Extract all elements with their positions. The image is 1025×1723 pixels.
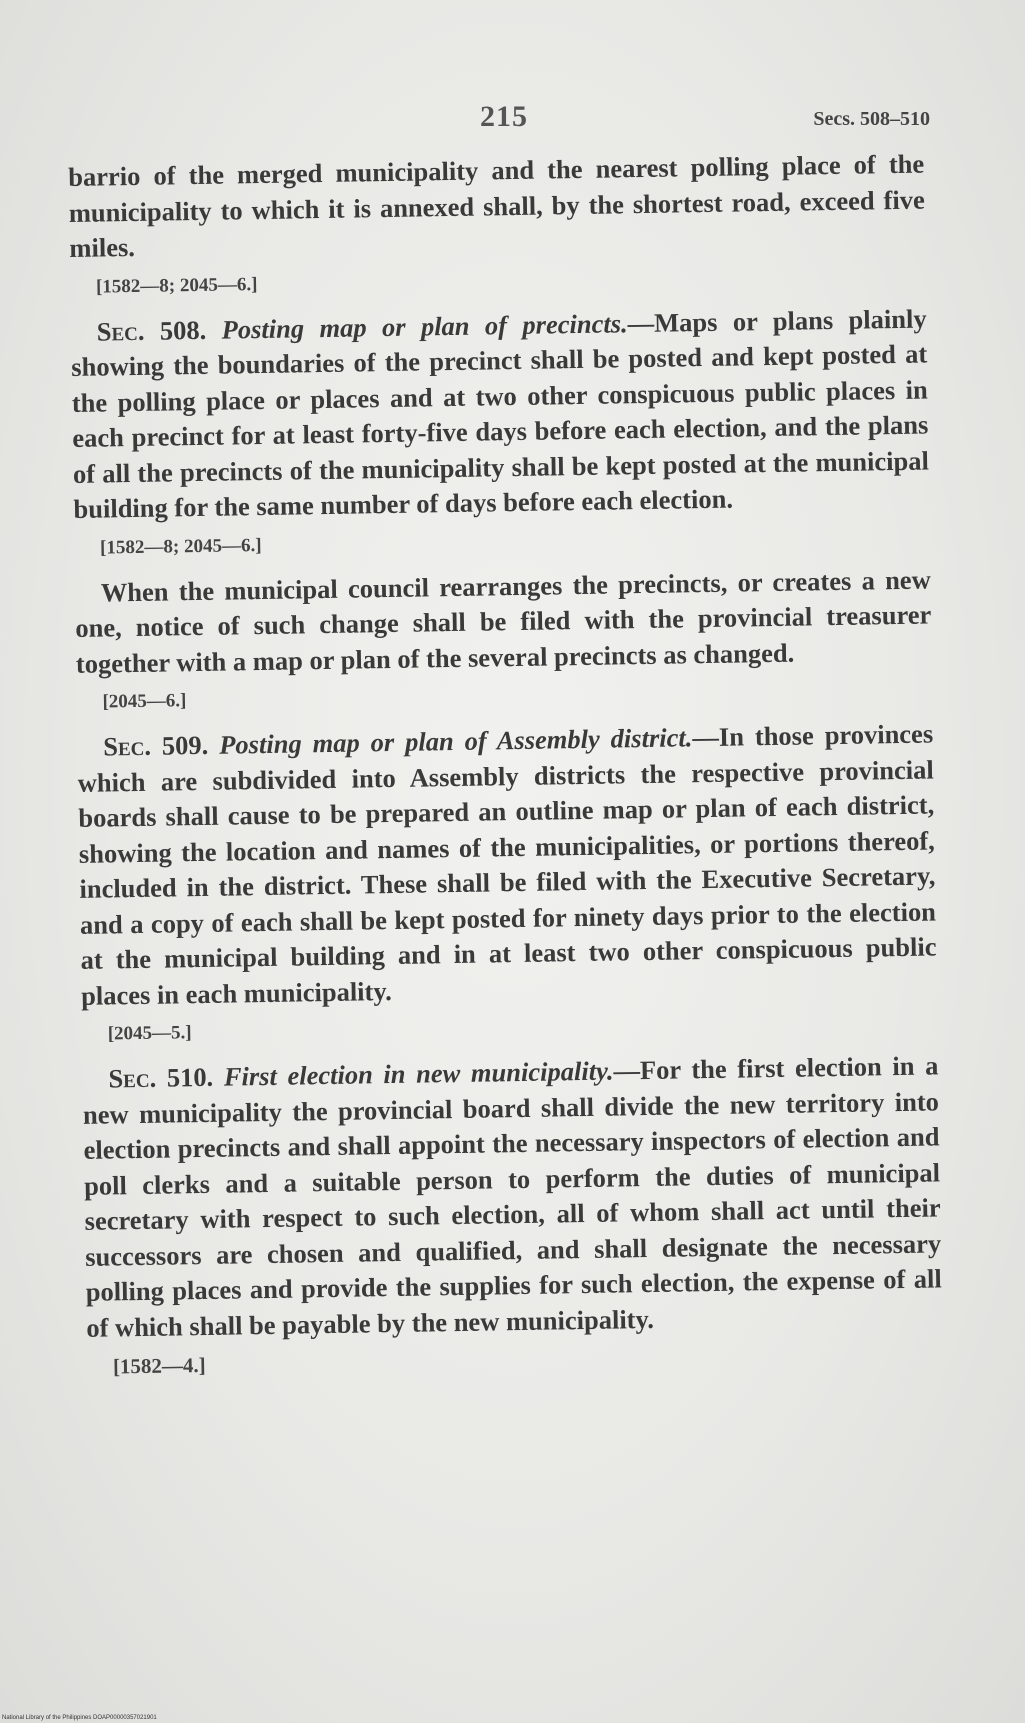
section-510-text: —For the first election in a new municipality the provincial board shall divide the new territory into election precincts and shall appoint the necessary inspectors of election and poll clerks and a suitable person to perform the duties of municipal secretary with respect to such election, all of whom shall act until their successors are chosen and qualified, and shall designate the necessary polling places and provide the supplies for such election, the expense of all of which shall be payable by the new municipality.	[82, 1050, 942, 1343]
page-number: 215	[480, 100, 528, 133]
section-508-text-2: When the municipal council rearranges the precincts, or creates a new one, notice of such change shall be filed with the provincial treasurer together with a map or plan of the several precincts as changed.	[75, 564, 932, 679]
section-range: Secs. 508–510	[813, 108, 930, 130]
section-508-label: Sec. 508.	[96, 314, 207, 347]
section-509-text: —In those provinces which are subdivided into Assembly districts the respective provincial boards shall cause to be prepared an outline map or plan of each district, showing the location and names of the municipalities, or portions thereof, included in the district. These shall be filed with the Executive Secretary, and a copy of each shall be kept posted for ninety days prior to the election at the municipal building and in at least two other conspicuous public places in each municipality.	[77, 718, 937, 1011]
section-509-label: Sec. 509.	[102, 729, 209, 762]
body-text	[68, 147, 943, 1394]
section-508-citation-2: [2045—6.]	[102, 690, 187, 713]
section-509-paragraph	[77, 716, 937, 1013]
section-510-title: First election in new municipality.	[223, 1055, 614, 1092]
section-508-paragraph-2	[75, 562, 933, 682]
section-510-citation: [1582—4.]	[112, 1352, 206, 1379]
section-508-paragraph	[70, 301, 929, 527]
section-508-title: Posting map or plan of precincts.	[221, 307, 628, 345]
intro-citation: [1582—8; 2045—6.]	[95, 273, 258, 298]
section-510-label: Sec. 510.	[108, 1061, 214, 1094]
intro-paragraph	[68, 147, 926, 267]
intro-text: barrio of the merged municipality and the nearest polling place of the municipality to which it is annexed shall, by the shortest road, exceed five miles.	[68, 148, 925, 263]
section-509-title: Posting map or plan of Assembly district.	[218, 722, 693, 760]
section-508-citation: [1582—8; 2045—6.]	[99, 534, 262, 559]
section-510-paragraph	[82, 1048, 942, 1345]
footer-credit: National Library of the Philippines DOAP00000357021901	[2, 1715, 157, 1721]
section-509-citation: [2045—5.]	[107, 1022, 192, 1045]
running-head	[70, 100, 930, 140]
section-508-text: —Maps or plans plainly showing the boundaries of the precinct shall be posted and kept posted at the polling place or places and at two other conspicuous public places in each precinct for at least forty-five days before each election, and the plans of all the precincts of the municipality shall be kept posted at the municipal building for the same number of days before each election.	[71, 303, 930, 524]
